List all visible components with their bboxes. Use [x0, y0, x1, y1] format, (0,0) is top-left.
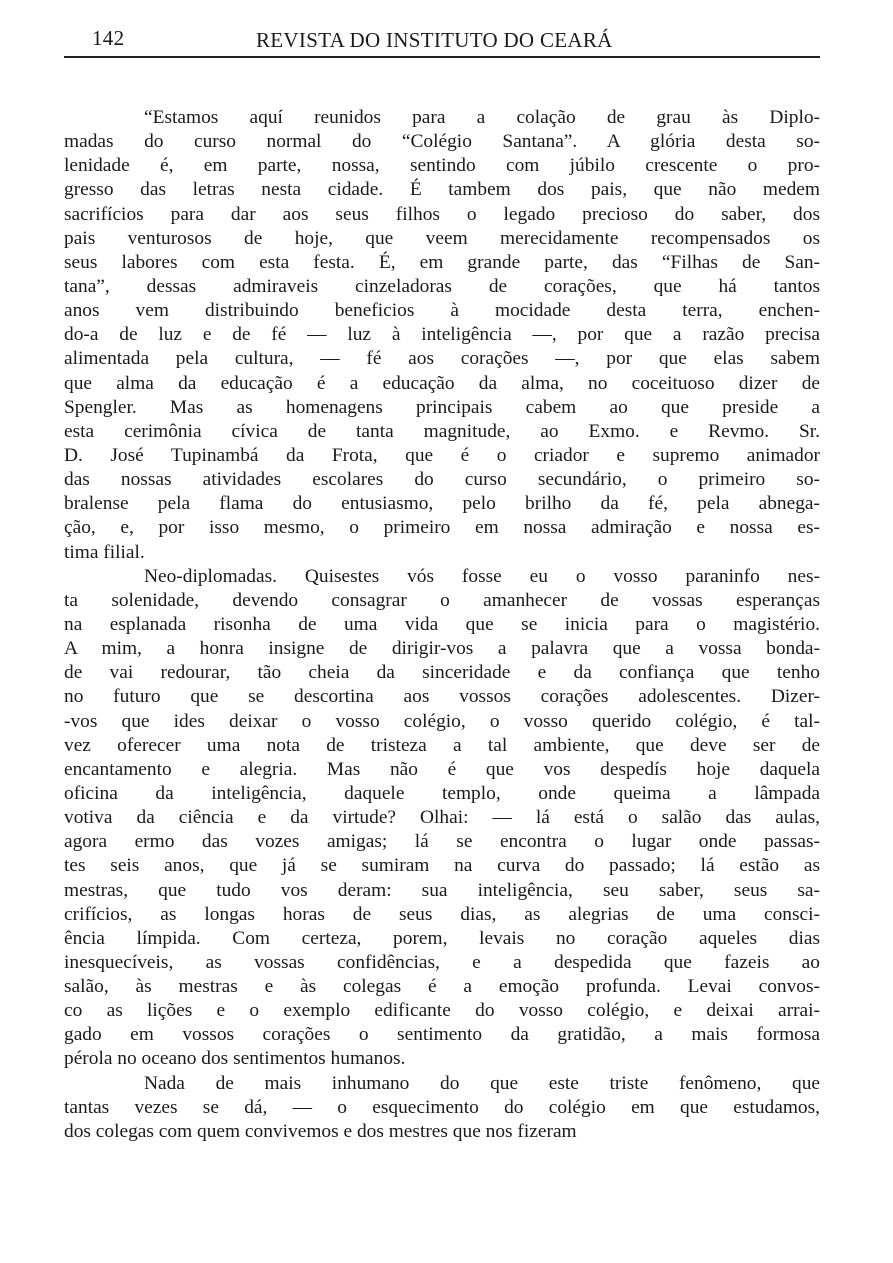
text-line: co as lições e o exemplo edificante do vosso colégio, e deixai arrai- [64, 1000, 820, 1022]
text-line: oficina da inteligência, daquele templo, onde queima a lâmpada [64, 782, 820, 804]
page-number: 142 [92, 26, 125, 50]
text-line: ência límpida. Com certeza, porem, levais no coração aqueles dias [64, 927, 820, 949]
text-line: alimentada pela cultura, — fé aos corações —, por que elas sabem [64, 348, 820, 370]
journal-title: REVISTA DO INSTITUTO DO CEARÁ [256, 28, 613, 52]
text-line: votiva da ciência e da virtude? Olhai: — lá está o salão das aulas, [64, 807, 820, 829]
text-line: Nada de mais inhumano do que este triste fenômeno, que [144, 1072, 820, 1094]
text-line: D. José Tupinambá da Frota, que é o criador e supremo animador [64, 444, 820, 466]
text-line: inesquecíveis, as vossas confidências, e a despedida que fazeis ao [64, 951, 820, 973]
text-line: mestras, que tudo vos deram: sua inteligência, seu saber, seus sa- [64, 879, 820, 901]
text-line: no futuro que se descortina aos vossos corações adolescentes. Dizer- [64, 686, 820, 708]
text-line: das nossas atividades escolares do curso secundário, o primeiro so- [64, 469, 820, 491]
text-line: de vai redourar, tão cheia da sinceridade e da confiança que tenho [64, 662, 820, 684]
text-line: seus labores com esta festa. É, em grande parte, das “Filhas de San- [64, 251, 820, 273]
text-line: Neo-diplomadas. Quisestes vós fosse eu o vosso paraninfo nes- [144, 565, 820, 587]
text-line: lenidade é, em parte, nossa, sentindo com júbilo crescente o pro- [64, 155, 820, 177]
text-line: agora ermo das vozes amigas; lá se encontra o lugar onde passas- [64, 831, 820, 853]
text-line: crifícios, as longas horas de seus dias, as alegrias de uma consci- [64, 903, 820, 925]
text-line: -vos que ides deixar o vosso colégio, o vosso querido colégio, é tal- [64, 710, 820, 732]
text-line: gado em vossos corações o sentimento da gratidão, a mais formosa [64, 1024, 820, 1046]
header-rule [64, 56, 820, 58]
text-line: tantas vezes se dá, — o esquecimento do colégio em que estudamos, [64, 1096, 820, 1118]
text-line: madas do curso normal do “Colégio Santana”. A glória desta so- [64, 131, 820, 153]
text-line: pérola no oceano dos sentimentos humanos. [64, 1048, 406, 1070]
text-line: A mim, a honra insigne de dirigir-vos a palavra que a vossa bonda- [64, 638, 820, 660]
text-line: ção, e, por isso mesmo, o primeiro em nossa admiração e nossa es- [64, 517, 820, 539]
text-line: dos colegas com quem convivemos e dos mestres que nos fizeram [64, 1120, 577, 1142]
text-line: tana”, dessas admiraveis cinzeladoras de corações, que há tantos [64, 275, 820, 297]
text-line: “Estamos aquí reunidos para a colação de grau às Diplo- [144, 107, 820, 128]
text-line: gresso das letras nesta cidade. É tambem dos pais, que não medem [64, 179, 820, 201]
text-line: Spengler. Mas as homenagens principais cabem ao que preside a [64, 396, 820, 418]
body-text [64, 106, 820, 1144]
book-page [64, 22, 820, 1144]
text-line: bralense pela flama do entusiasmo, pelo brilho da fé, pela abnega- [64, 493, 820, 515]
text-line: anos vem distribuindo beneficios à mocidade desta terra, enchen- [64, 300, 820, 322]
text-line: salão, às mestras e às colegas é a emoção profunda. Levai convos- [64, 976, 820, 998]
running-head [64, 22, 820, 56]
text-line: do-a de luz e de fé — luz à inteligência —, por que a razão precisa [64, 324, 820, 346]
text-line: esta cerimônia cívica de tanta magnitude, ao Exmo. e Revmo. Sr. [64, 420, 820, 442]
text-line: na esplanada risonha de uma vida que se inicia para o magistério. [64, 613, 820, 635]
text-line: sacrifícios para dar aos seus filhos o legado precioso do saber, dos [64, 203, 820, 225]
text-line: tima filial. [64, 541, 145, 563]
text-line: encantamento e alegria. Mas não é que vos despedís hoje daquela [64, 758, 820, 780]
text-line: ta solenidade, devendo consagrar o amanhecer de vossas esperanças [64, 589, 820, 611]
text-line: pais venturosos de hoje, que veem merecidamente recompensados os [64, 227, 820, 249]
text-line: tes seis anos, que já se sumiram na curva do passado; lá estão as [64, 855, 820, 877]
text-line: que alma da educação é a educação da alma, no coceituoso dizer de [64, 372, 820, 394]
text-line: vez oferecer uma nota de tristeza a tal ambiente, que deve ser de [64, 734, 820, 756]
